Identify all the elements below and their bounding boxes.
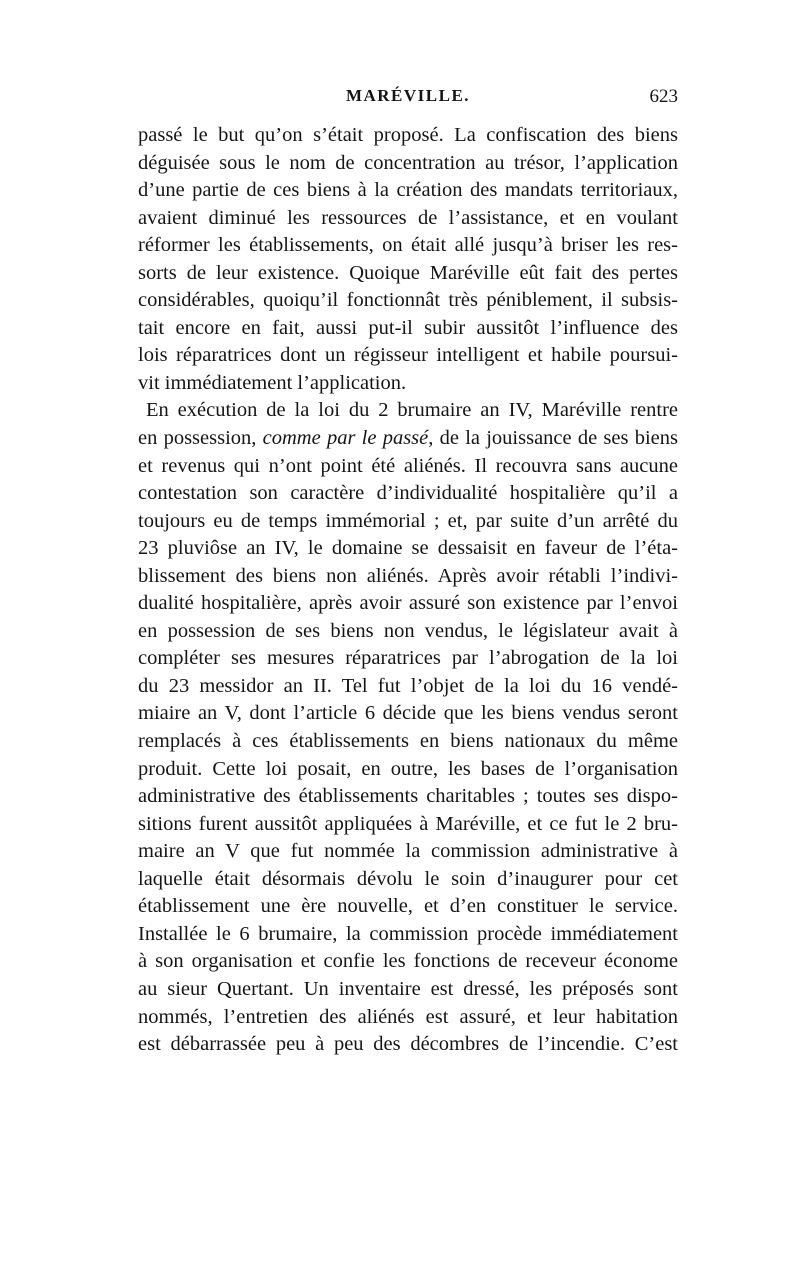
- text-line: contestation son caractère d’individualité hospitalière qu’il a: [138, 482, 678, 505]
- text-line: blissement des biens non aliénés. Après avoir rétabli l’indivi-: [138, 564, 678, 587]
- text-line: en possession, comme par le passé, de la jouissance de ses biens: [138, 427, 678, 450]
- text-line: établissement une ère nouvelle, et d’en constituer le service.: [138, 895, 678, 918]
- text-line: considérables, quoiqu’il fonctionnât très péniblement, il subsis-: [138, 289, 678, 312]
- text-line: nommés, l’entretien des aliénés est assuré, et leur habitation: [138, 1005, 678, 1028]
- text-line: à son organisation et confie les fonctions de receveur économe: [138, 950, 678, 973]
- text-line: laquelle était désormais dévolu le soin d’inaugurer pour cet: [138, 867, 678, 890]
- text-line: miaire an V, dont l’article 6 décide que les biens vendus seront: [138, 702, 678, 725]
- text-line: vit immédiatement l’application.: [138, 371, 407, 394]
- text-line: et revenus qui n’ont point été aliénés. Il recouvra sans aucune: [138, 454, 678, 477]
- text-line: d’une partie de ces biens à la création des mandats territoriaux,: [138, 179, 678, 202]
- text-line: sorts de leur existence. Quoique Maréville eût fait des pertes: [138, 261, 678, 284]
- text-line: du 23 messidor an II. Tel fut l’objet de la loi du 16 vendé-: [138, 674, 678, 697]
- running-title: MARÉVILLE.: [345, 86, 471, 105]
- page-number: 623: [649, 86, 678, 107]
- text-line: passé le but qu’on s’était proposé. La confiscation des biens: [138, 124, 678, 146]
- text-line: au sieur Quertant. Un inventaire est dressé, les préposés sont: [138, 977, 678, 1000]
- text-line: en possession de ses biens non vendus, le législateur avait à: [138, 619, 678, 642]
- text-line: avaient diminué les ressources de l’assistance, et en voulant: [138, 206, 678, 229]
- text-line: toujours eu de temps immémorial ; et, par suite d’un arrêté du: [138, 509, 678, 532]
- text-line: Installée le 6 brumaire, la commission procède immédiatement: [138, 922, 678, 945]
- italic-phrase: comme par le passé: [262, 427, 429, 450]
- text-line: En exécution de la loi du 2 brumaire an IV, Maréville rentre: [146, 399, 678, 422]
- text-line: maire an V que fut nommée la commission administrative à: [138, 840, 678, 863]
- text-line: remplacés à ces établissements en biens nationaux du même: [138, 730, 678, 753]
- body-text: [138, 122, 678, 1059]
- text-line: est débarrassée peu à peu des décombres de l’incendie. C’est: [138, 1033, 678, 1056]
- page-header: [138, 86, 678, 114]
- text-line: compléter ses mesures réparatrices par l’abrogation de la loi: [138, 647, 678, 670]
- text-line: déguisée sous le nom de concentration au trésor, l’application: [138, 151, 678, 174]
- text-line: tait encore en fait, aussi put-il subir aussitôt l’influence des: [138, 316, 678, 339]
- text-line: administrative des établissements charitables ; toutes ses dispo-: [138, 785, 678, 808]
- text-line: réformer les établissements, on était allé jusqu’à briser les res-: [138, 234, 678, 257]
- text-line: produit. Cette loi posait, en outre, les bases de l’organisation: [138, 757, 678, 780]
- text-line: sitions furent aussitôt appliquées à Maréville, et ce fut le 2 bru-: [138, 812, 678, 835]
- text-line: 23 pluviôse an IV, le domaine se dessaisit en faveur de l’éta-: [138, 537, 678, 560]
- text-line: dualité hospitalière, après avoir assuré son existence par l’envoi: [138, 592, 678, 615]
- text-line: lois réparatrices dont un régisseur intelligent et habile poursui-: [138, 344, 678, 367]
